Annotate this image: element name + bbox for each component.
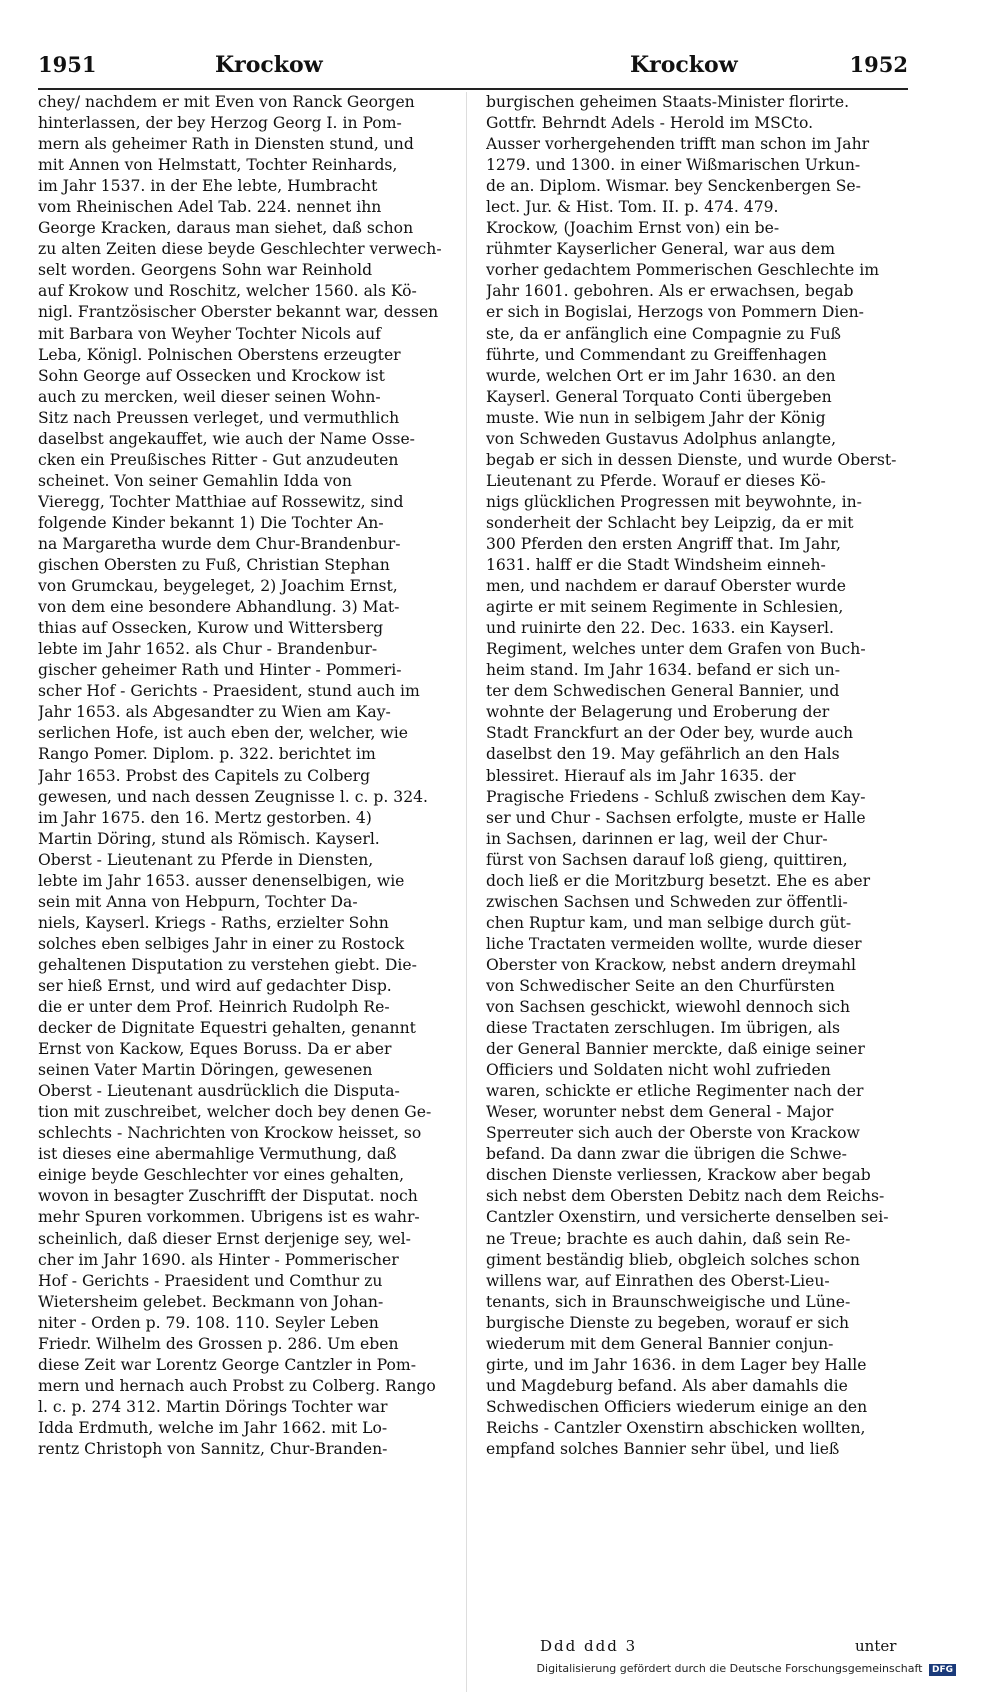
text-line: mit Annen von Helmstatt, Tochter Reinhards, [38, 156, 398, 175]
text-line: vom Rheinischen Adel Tab. 224. nennet ihn [38, 198, 382, 217]
text-line: serlichen Hofe, ist auch eben der, welcher, wie [38, 724, 408, 743]
text-line: Officiers und Soldaten nicht wohl zufrieden [486, 1061, 831, 1080]
text-line: seinen Vater Martin Döringen, gewesenen [38, 1061, 373, 1080]
text-line: von Grumckau, beygeleget, 2) Joachim Ernst, [38, 577, 398, 596]
text-line: ter dem Schwedischen General Bannier, und [486, 682, 840, 701]
text-line: decker de Dignitate Equestri gehalten, genannt [38, 1019, 416, 1038]
text-line: sein mit Anna von Hebpurn, Tochter Da- [38, 892, 358, 911]
text-line: waren, schickte er etliche Regimenter nach der [486, 1082, 864, 1101]
text-line: Sperreuter sich auch der Oberste von Krackow [486, 1124, 860, 1143]
text-line: Jahr 1653. als Abgesandter zu Wien am Kay- [38, 703, 391, 722]
text-line: begab er sich in dessen Dienste, und wurde Oberst- [486, 450, 897, 469]
text-line: vorher gedachtem Pommerischen Geschlechte im [486, 261, 880, 280]
text-line: von Schweden Gustavus Adolphus anlangte, [486, 429, 837, 448]
text-line: diese Tractaten zerschlugen. Im übrigen, als [486, 1019, 841, 1038]
text-line: in Sachsen, darinnen er lag, weil der Chur- [486, 829, 828, 848]
credit-text: Digitalisierung gefördert durch die Deutsche Forschungsgemeinschaft [536, 1662, 923, 1675]
page-number-left: 1951 [38, 52, 97, 77]
text-line: lebte im Jahr 1652. als Chur - Brandenbur- [38, 640, 378, 659]
left-column [38, 92, 456, 1460]
text-line: muste. Wie nun in selbigem Jahr der König [486, 408, 826, 427]
text-line: gischer geheimer Rath und Hinter - Pommeri- [38, 661, 402, 680]
text-line: Krockow, (Joachim Ernst von) ein be- [486, 219, 780, 238]
text-line: Reichs - Cantzler Oxenstirn abschicken wollten, [486, 1418, 866, 1437]
text-line: burgischen geheimen Staats-Minister florirte. [486, 93, 850, 111]
text-line: rentz Christoph von Sannitz, Chur-Branden- [38, 1440, 388, 1458]
catchword: unter [855, 1637, 897, 1655]
dfg-logo: DFG [929, 1664, 956, 1676]
text-line: giment beständig blieb, obgleich solches schon [486, 1250, 860, 1269]
text-line: na Margaretha wurde dem Chur-Brandenbur- [38, 534, 401, 553]
page-header [30, 52, 910, 92]
text-line: von Sachsen geschickt, wiewohl dennoch sich [486, 998, 850, 1017]
text-line: rühmter Kayserlicher General, war aus dem [486, 240, 836, 259]
text-line: von dem eine besondere Abhandlung. 3) Mat- [38, 598, 400, 617]
text-line: und ruinirte den 22. Dec. 1633. ein Kayserl. [486, 619, 834, 638]
page-number-right: 1952 [849, 52, 908, 77]
running-title-left: Krockow [215, 52, 323, 78]
text-line: tion mit zuschreibet, welcher doch bey denen Ge- [38, 1103, 432, 1122]
text-line: mern als geheimer Rath in Diensten stund, und [38, 135, 414, 154]
text-line: folgende Kinder bekannt 1) Die Tochter An- [38, 513, 384, 532]
text-line: chey/ nachdem er mit Even von Ranck Georgen [38, 93, 415, 111]
text-line: lebte im Jahr 1653. ausser denenselbigen, wie [38, 871, 405, 890]
text-line: mehr Spuren vorkommen. Ubrigens ist es wahr- [38, 1208, 420, 1227]
text-line: George Kracken, daraus man siehet, daß schon [38, 219, 414, 238]
text-line: chen Ruptur kam, und man selbige durch güt- [486, 913, 852, 932]
text-line: Oberster von Krackow, nebst andern dreymahl [486, 955, 857, 974]
text-line: Vieregg, Tochter Matthiae auf Rossewitz, sind [38, 492, 404, 511]
text-line: ser hieß Ernst, und wird auf gedachter Disp. [38, 976, 392, 995]
text-line: daselbst angekauffet, wie auch der Name Osse- [38, 429, 415, 448]
text-line: niter - Orden p. 79. 108. 110. Seyler Leben [38, 1313, 379, 1332]
text-line: solches eben selbiges Jahr in einer zu Rostock [38, 934, 405, 953]
text-line: doch ließ er die Moritzburg besetzt. Ehe es aber [486, 871, 871, 890]
text-line: diese Zeit war Lorentz George Cantzler in Pom- [38, 1355, 416, 1374]
text-line: schlechts - Nachrichten von Krockow heisset, so [38, 1124, 422, 1143]
text-line: liche Tractaten vermeiden wollte, wurde dieser [486, 934, 862, 953]
text-line: Sohn George auf Ossecken und Krockow ist [38, 366, 385, 385]
text-line: ne Treue; brachte es auch dahin, daß sein Re- [486, 1229, 851, 1248]
text-line: empfand solches Bannier sehr übel, und ließ [486, 1440, 840, 1458]
text-line: l. c. p. 274 312. Martin Dörings Tochter war [38, 1397, 388, 1416]
text-line: niels, Kayserl. Kriegs - Raths, erzielter Sohn [38, 913, 389, 932]
text-line: 1631. halff er die Stadt Windsheim einneh- [486, 556, 826, 575]
text-line: scheinet. Von seiner Gemahlin Idda von [38, 471, 352, 490]
text-line: Rango Pomer. Diplom. p. 322. berichtet im [38, 745, 376, 764]
text-line: Friedr. Wilhelm des Grossen p. 286. Um eben [38, 1334, 399, 1353]
text-line: de an. Diplom. Wismar. bey Senckenbergen Se- [486, 177, 861, 196]
text-line: Idda Erdmuth, welche im Jahr 1662. mit Lo- [38, 1418, 388, 1437]
text-line: führte, und Commendant zu Greiffenhagen [486, 345, 827, 364]
text-line: girte, und im Jahr 1636. in dem Lager bey Halle [486, 1355, 867, 1374]
text-line: scheinlich, daß dieser Ernst derjenige sey, wel- [38, 1229, 411, 1248]
text-line: wurde, welchen Ort er im Jahr 1630. an den [486, 366, 836, 385]
right-column [486, 92, 904, 1460]
text-line: von Schwedischer Seite an den Churfürsten [486, 976, 835, 995]
text-line: Oberst - Lieutenant ausdrücklich die Disputa- [38, 1082, 400, 1101]
text-line: mern und hernach auch Probst zu Colberg. Rango [38, 1376, 436, 1395]
text-line: blessiret. Hierauf als im Jahr 1635. der [486, 766, 796, 785]
text-line: nigs glücklichen Progressen mit beywohnte, in- [486, 492, 862, 511]
header-rule [38, 88, 908, 90]
text-line: Stadt Franckfurt an der Oder bey, wurde auch [486, 724, 854, 743]
text-line: Weser, worunter nebst dem General - Major [486, 1103, 834, 1122]
text-line: sonderheit der Schlacht bey Leipzig, da er mit [486, 513, 854, 532]
text-line: sich nebst dem Obersten Debitz nach dem Reichs- [486, 1187, 885, 1206]
text-line: die er unter dem Prof. Heinrich Rudolph Re- [38, 998, 390, 1017]
text-line: men, und nachdem er darauf Oberster wurde [486, 577, 846, 596]
text-line: Wietersheim gelebet. Beckmann von Johan- [38, 1292, 384, 1311]
text-line: Regiment, welches unter dem Grafen von Buch- [486, 640, 866, 659]
text-line: Ausser vorhergehenden trifft man schon im Jahr [486, 135, 870, 154]
text-line: agirte er mit seinem Regimente in Schlesien, [486, 598, 844, 617]
text-line: cken ein Preußisches Ritter - Gut anzudeuten [38, 450, 399, 469]
text-line: dischen Dienste verliessen, Krackow aber begab [486, 1166, 871, 1185]
text-line: Pragische Friedens - Schluß zwischen dem Kay- [486, 787, 866, 806]
text-line: Jahr 1653. Probst des Capitels zu Colberg [38, 766, 371, 785]
text-line: Leba, Königl. Polnischen Oberstens erzeugter [38, 345, 401, 364]
text-line: 300 Pferden den ersten Angriff that. Im Jahr, [486, 534, 842, 553]
text-line: 1279. und 1300. in einer Wißmarischen Urkun- [486, 156, 861, 175]
text-line: Hof - Gerichts - Praesident und Comthur zu [38, 1271, 383, 1290]
text-line: cher im Jahr 1690. als Hinter - Pommerischer [38, 1250, 399, 1269]
text-line: im Jahr 1675. den 16. Mertz gestorben. 4) [38, 808, 372, 827]
signature-mark: Ddd ddd 3 [540, 1637, 638, 1655]
running-title-right: Krockow [630, 52, 738, 78]
text-line: zu alten Zeiten diese beyde Geschlechter verwech- [38, 240, 442, 259]
text-line: heim stand. Im Jahr 1634. befand er sich un- [486, 661, 840, 680]
text-line: Martin Döring, stund als Römisch. Kayserl. [38, 829, 380, 848]
text-line: wovon in besagter Zuschrifft der Disputat. noch [38, 1187, 418, 1206]
text-line: willens war, auf Einrathen des Oberst-Lieu- [486, 1271, 830, 1290]
text-line: Oberst - Lieutenant zu Pferde in Diensten, [38, 850, 374, 869]
text-line: der General Bannier merckte, daß einige seiner [486, 1040, 865, 1059]
text-line: gischen Obersten zu Fuß, Christian Stephan [38, 556, 390, 575]
text-line: Jahr 1601. gebohren. Als er erwachsen, begab [486, 282, 854, 301]
text-line: im Jahr 1537. in der Ehe lebte, Humbracht [38, 177, 378, 196]
text-line: Kayserl. General Torquato Conti übergeben [486, 387, 832, 406]
text-line: Lieutenant zu Pferde. Worauf er dieses Kö- [486, 471, 826, 490]
text-line: befand. Da dann zwar die übrigen die Schwe- [486, 1145, 847, 1164]
text-line: mit Barbara von Weyher Tochter Nicols auf [38, 324, 381, 343]
text-line: wiederum mit dem General Bannier conjun- [486, 1334, 834, 1353]
text-line: lect. Jur. & Hist. Tom. II. p. 474. 479. [486, 198, 779, 217]
text-line: ste, da er anfänglich eine Compagnie zu Fuß [486, 324, 841, 343]
text-line: nigl. Frantzösischer Oberster bekannt war, dessen [38, 303, 439, 322]
text-line: thias auf Ossecken, Kurow und Wittersberg [38, 619, 384, 638]
text-line: Schwedischen Officiers wiederum einige an den [486, 1397, 868, 1416]
text-line: auch zu mercken, weil dieser seinen Wohn- [38, 387, 381, 406]
text-line: hinterlassen, der bey Herzog Georg I. in Pom- [38, 114, 402, 133]
text-line: Ernst von Kackow, Eques Boruss. Da er aber [38, 1040, 392, 1059]
text-line: ist dieses eine abermahlige Vermuthung, daß [38, 1145, 397, 1164]
text-line: gehaltenen Disputation zu verstehen giebt. Die- [38, 955, 417, 974]
text-line: daselbst den 19. May gefährlich an den Hals [486, 745, 840, 764]
text-line: fürst von Sachsen darauf loß gieng, quittiren, [486, 850, 848, 869]
text-line: zwischen Sachsen und Schweden zur öffentli- [486, 892, 848, 911]
text-line: einige beyde Geschlechter vor eines gehalten, [38, 1166, 405, 1185]
text-line: gewesen, und nach dessen Zeugnisse l. c. p. 324. [38, 787, 428, 806]
column-divider [466, 92, 467, 1692]
text-line: auf Krokow und Roschitz, welcher 1560. als Kö- [38, 282, 417, 301]
text-line: Sitz nach Preussen verleget, und vermuthlich [38, 408, 400, 427]
text-line: ser und Chur - Sachsen erfolgte, muste er Halle [486, 808, 866, 827]
text-line: tenants, sich in Braunschweigische und Lüne- [486, 1292, 851, 1311]
text-line: Gottfr. Behrndt Adels - Herold im MSCto. [486, 114, 814, 133]
text-line: Cantzler Oxenstirn, und versicherte denselben sei- [486, 1208, 889, 1227]
text-line: und Magdeburg befand. Als aber damahls die [486, 1376, 848, 1395]
text-line: burgische Dienste zu begeben, worauf er sich [486, 1313, 850, 1332]
text-line: wohnte der Belagerung und Eroberung der [486, 703, 830, 722]
text-line: selt worden. Georgens Sohn war Reinhold [38, 261, 373, 280]
text-line: scher Hof - Gerichts - Praesident, stund auch im [38, 682, 420, 701]
text-line: er sich in Bogislai, Herzogs von Pommern Dien- [486, 303, 864, 322]
digitization-credit [537, 1662, 956, 1676]
